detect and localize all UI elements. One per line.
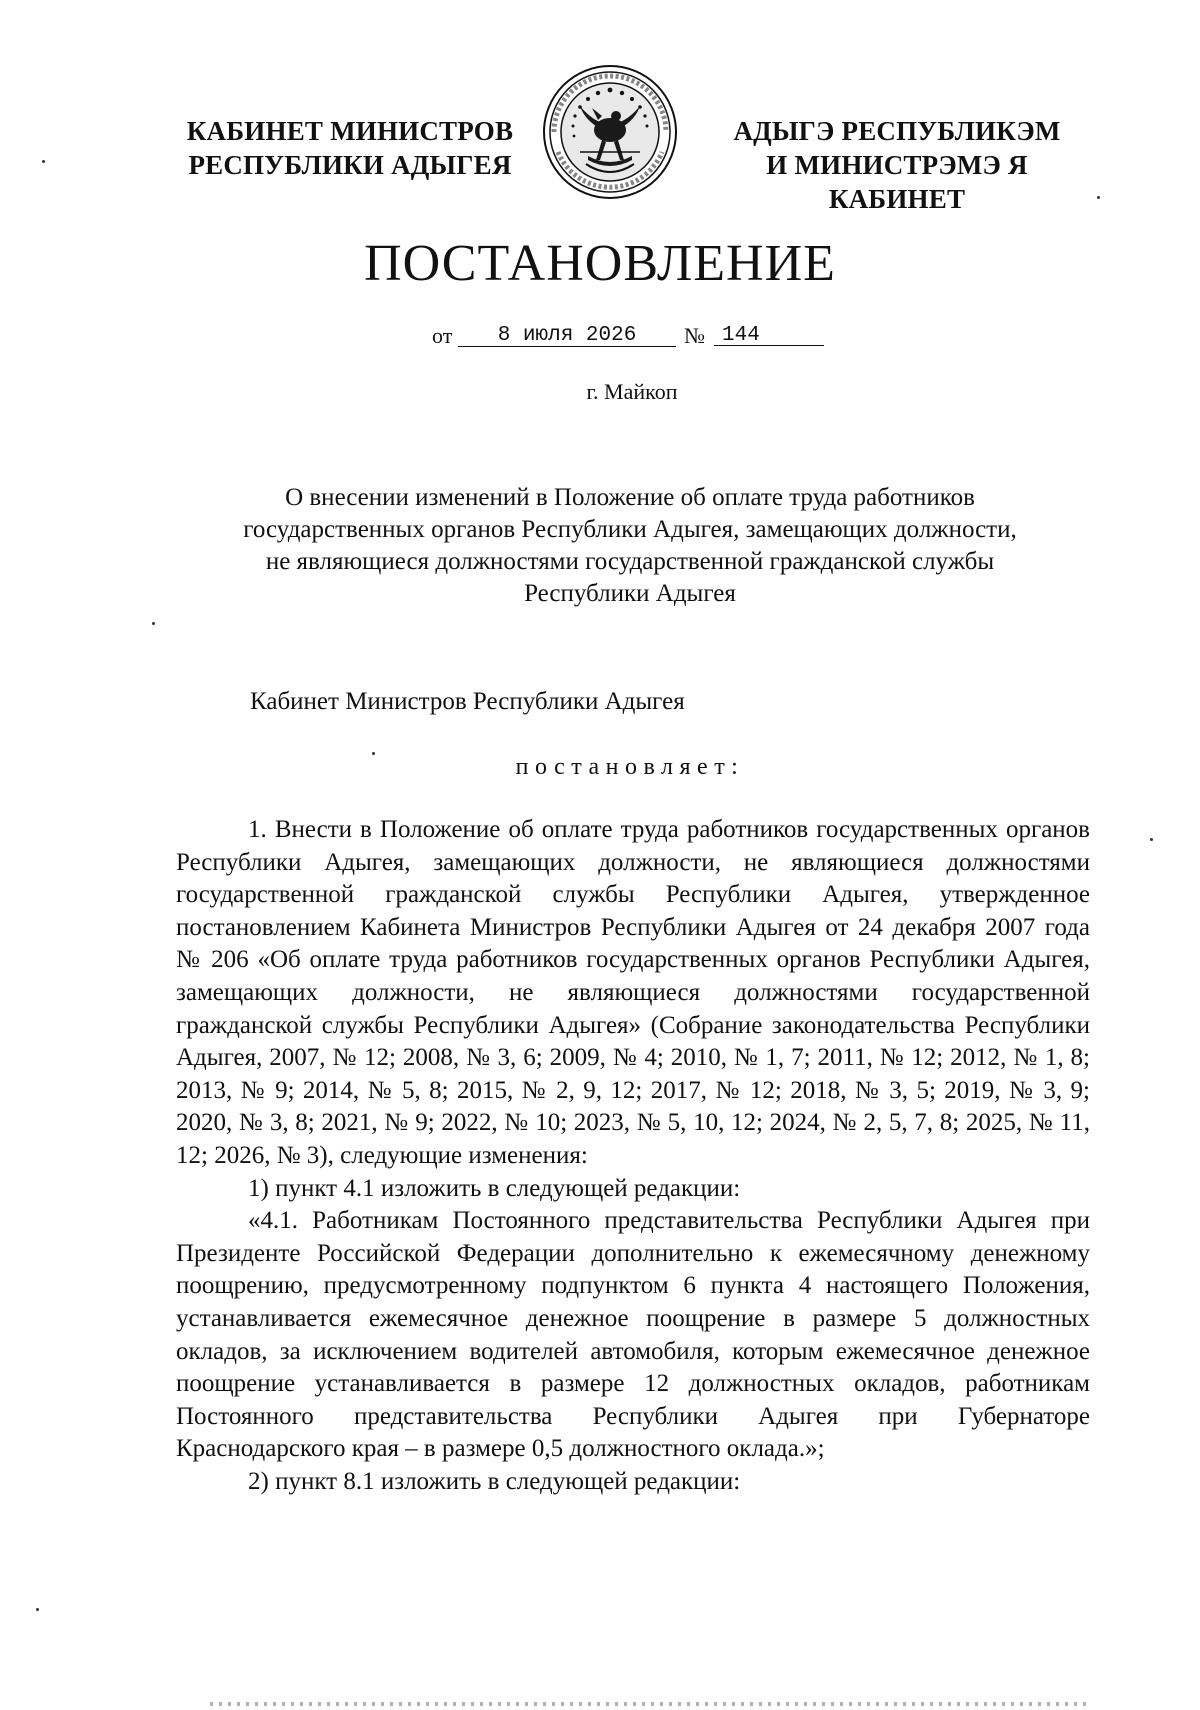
header-right-line: И МИНИСТРЭМЭ Я КАБИНЕТ xyxy=(766,150,1028,214)
scan-bottom-edge xyxy=(210,1702,1090,1706)
date-from-label: от xyxy=(432,323,453,348)
city-line: г. Майкоп xyxy=(586,379,678,404)
number-label: № xyxy=(684,323,705,348)
coat-of-arms-icon xyxy=(540,60,680,205)
scan-artifact xyxy=(36,1608,39,1611)
document-body xyxy=(176,814,1090,1498)
body-paragraph: 2) пункт 8.1 изложить в следующей редакции: xyxy=(248,1467,741,1495)
body-paragraph: 1. Внести в Положение об оплате труда работников государственных органов Республики Адыгея, замещающих должности, не являющиеся должностями государственной гражданской службы Республики Адыгея, утвержденное постановлением Кабинета Министров Республики Адыгея от 24 декабря 2007 года № 206 «Об оплате труда работников государственных органов Республики Адыгея, замещающих должности, не являющиеся должностями государственной гражданской службы Республики Адыгея» (Собрание законодательства Республики Адыгея, 2007, № 12; 2008, № 3, 6; 2009, № 4; 2010, № 1, 7; 2011, № 12; 2012, № 1, 8; 2013, № 9; 2014, № 5, 8; 2015, № 2, 9, 12; 2017, № 12; 2018, № 3, 5; 2019, № 3, 9; 2020, № 3, 8; 2021, № 9; 2022, № 10; 2023, № 5, 10, 12; 2024, № 2, 5, 7, 8; 2025, № 11, 12; 2026, № 3), следующие изменения: xyxy=(176,816,1090,1169)
scan-artifact xyxy=(1150,838,1153,841)
decree-word: постановляет: xyxy=(515,754,745,780)
header-left-line: РЕСПУБЛИКИ АДЫГЕЯ xyxy=(188,150,512,180)
title-line: О внесении изменений в Положение об оплате труда работников xyxy=(285,484,975,511)
scan-artifact xyxy=(42,160,45,163)
scan-artifact xyxy=(152,622,155,625)
header-left-line: КАБИНЕТ МИНИСТРОВ xyxy=(186,116,514,146)
body-paragraph: 1) пункт 4.1 изложить в следующей редакции: xyxy=(248,1174,741,1202)
title-line: Республики Адыгея xyxy=(524,580,736,607)
title-line: государственных органов Республики Адыгея, замещающих должности, xyxy=(243,516,1017,543)
document-title xyxy=(160,482,1100,610)
header-left-block xyxy=(180,114,520,182)
scan-artifact xyxy=(1097,196,1100,199)
title-line: не являющиеся должностями государственной гражданской службы xyxy=(265,548,995,575)
document-type-heading: ПОСТАНОВЛЕНИЕ xyxy=(364,235,836,292)
document-number: 144 xyxy=(714,322,824,346)
header-right-line: АДЫГЭ РЕСПУБЛИКЭМ xyxy=(733,116,1061,146)
header-right-block xyxy=(702,114,1092,216)
body-paragraph: «4.1. Работникам Постоянного представительства Республики Адыгея при Президенте Российской Федерации дополнительно к ежемесячному денежному поощрению, предусмотренному подпунктом 6 пункта 4 настоящего Положения, устанавливается ежемесячное денежное поощрение в размере 5 должностных окладов, за исключением водителей автомобиля, которым ежемесячное денежное поощрение устанавливается в размере 12 должностных окладов, работникам Постоянного представительства Республики Адыгея при Губернаторе Краснодарского края – в размере 0,5 должностного оклада.»; xyxy=(176,1207,1090,1463)
document-date: 8 июля 2026 xyxy=(458,322,676,347)
scan-artifact xyxy=(372,752,375,755)
issuer-line: Кабинет Министров Республики Адыгея xyxy=(250,688,685,715)
